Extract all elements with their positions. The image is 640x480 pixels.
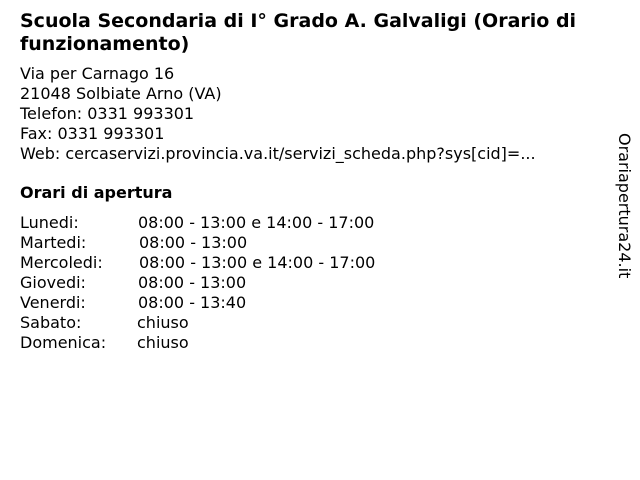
day-label: Martedi: bbox=[20, 233, 87, 252]
day-label: Giovedi: bbox=[20, 273, 86, 292]
time-value: 08:00 - 13:00 bbox=[139, 233, 248, 252]
city-address: 21048 Solbiate Arno (VA) bbox=[20, 84, 222, 103]
day-label: Venerdi: bbox=[20, 293, 86, 312]
address-block bbox=[20, 64, 536, 164]
time-value: 08:00 - 13:00 e 14:00 - 17:00 bbox=[139, 253, 376, 272]
time-value: chiuso bbox=[137, 313, 189, 332]
site-watermark: Orariapertura24.it bbox=[615, 133, 634, 279]
day-label: Domenica: bbox=[20, 333, 107, 352]
time-value: 08:00 - 13:40 bbox=[138, 293, 247, 312]
phone-number: Telefon: 0331 993301 bbox=[20, 104, 195, 123]
fax-number: Fax: 0331 993301 bbox=[20, 124, 165, 143]
website-link[interactable]: Web: cercaservizi.provincia.va.it/servizi_scheda.php?sys[cid]=... bbox=[20, 144, 536, 163]
day-label: Sabato: bbox=[20, 313, 82, 332]
time-value: chiuso bbox=[137, 333, 189, 352]
opening-hours-heading: Orari di apertura bbox=[20, 183, 173, 202]
street-address: Via per Carnago 16 bbox=[20, 64, 175, 83]
day-label: Mercoledi: bbox=[20, 253, 103, 272]
time-value: 08:00 - 13:00 bbox=[138, 273, 247, 292]
day-label: Lunedi: bbox=[20, 213, 79, 232]
page-title: Scuola Secondaria di I° Grado A. Galvaligi (Orario di funzionamento) bbox=[20, 10, 577, 55]
time-value: 08:00 - 13:00 e 14:00 - 17:00 bbox=[138, 213, 375, 232]
